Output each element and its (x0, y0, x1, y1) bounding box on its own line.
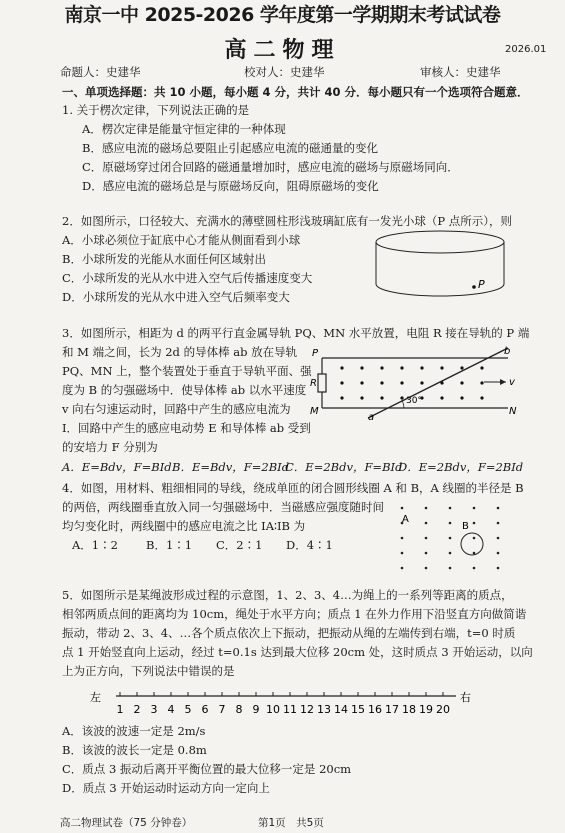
q5-stem-line-2: 相邻两质点间的距离均为 10cm，绳处于水平方向；质点 1 在外力作用下沿竖直方向做简谐 (62, 607, 527, 621)
rope-point-label: 18 (402, 703, 416, 716)
q3-stem-line-6: I．回路中产生的感应电动势 E 和导体棒 ab 受到 (62, 421, 311, 435)
point-p-label: P (478, 278, 485, 291)
rope-point-label: 14 (334, 703, 348, 716)
reviewer-label: 审核人：史建华 (420, 65, 501, 79)
rope-point-label: 4 (167, 703, 175, 716)
field-dot (420, 381, 423, 384)
field-dot (380, 396, 383, 399)
q4-option-d: D．4∶1 (286, 538, 333, 552)
field-dot (449, 507, 452, 510)
q1-option-b: B．感应电流的磁场总要阻止引起感应电流的磁通量的变化 (82, 141, 378, 155)
q2-option-d: D．小球所发的光从水中进入空气后频率变大 (62, 290, 290, 304)
author-label: 命题人：史建华 (60, 65, 141, 79)
field-dot (360, 366, 363, 369)
field-dot (449, 567, 452, 570)
field-dot (473, 552, 476, 555)
rope-point-label: 2 (133, 703, 141, 716)
q3-option-d: D．E=2Bdv，F=2BId (398, 460, 524, 474)
field-dot (497, 507, 500, 510)
rope-point-label: 12 (300, 703, 314, 716)
q1-stem: 1. 关于楞次定律，下列说法正确的是 (62, 103, 250, 117)
q4-stem-line-1: 4．如图，用材料、粗细相同的导线，绕成单匝的闭合圆形线圈 A 和 B，A 线圈的半径是 B (62, 481, 524, 495)
q3-stem-line-3: PQ、MN 上，整个装置处于垂直于导轨平面、强 (62, 364, 312, 378)
field-dot (340, 366, 343, 369)
q5-stem-line-4: 点 1 开始竖直向上运动，经过 t=0.1s 达到最大位移 20cm 处，这时质点 3 开始运动，以向 (62, 645, 533, 659)
field-dot (340, 396, 343, 399)
q4-option-a: A．1∶2 (72, 538, 118, 552)
field-dot (449, 537, 452, 540)
label-left: 左 (90, 691, 101, 704)
field-dot (497, 567, 500, 570)
rope-point-label: 7 (218, 703, 226, 716)
label-angle: 30° (406, 396, 422, 406)
q4-stem-line-3: 均匀变化时，两线圈中的感应电流之比 IA∶IB 为 (62, 519, 306, 533)
field-dot (401, 552, 404, 555)
field-dot (473, 537, 476, 540)
q1-option-a: A．楞次定律是能量守恒定律的一种体现 (82, 122, 286, 136)
label-coil-a: A (402, 514, 409, 525)
field-dot (440, 381, 443, 384)
field-dot (473, 522, 476, 525)
rope-point-label: 9 (252, 703, 260, 716)
field-dot (480, 381, 483, 384)
field-dot (497, 552, 500, 555)
rope-point-label: 15 (351, 703, 365, 716)
coil-b (461, 533, 483, 555)
exam-date: 2026.01 (505, 44, 547, 55)
rope-point-label: 13 (317, 703, 331, 716)
rope-point-label: 5 (184, 703, 192, 716)
q2-option-c: C．小球所发的光从水中进入空气后传播速度变大 (62, 271, 313, 285)
field-dot (425, 522, 428, 525)
rail-circuit-figure (308, 344, 518, 422)
field-dot (460, 366, 463, 369)
rope-point-label: 20 (436, 703, 450, 716)
field-dot (340, 381, 343, 384)
section-heading: 一、单项选择题：共 10 小题，每小题 4 分，共计 40 分．每小题只有一个选项符合题意． (62, 85, 529, 99)
label-b: b (504, 346, 511, 357)
field-dot (380, 381, 383, 384)
q3-stem-line-4: 度为 B 的匀强磁场中．使导体棒 ab 以水平速度 (62, 383, 307, 397)
field-dot (480, 366, 483, 369)
rope-point-label: 1 (116, 703, 124, 716)
field-dot (360, 381, 363, 384)
field-dot (449, 522, 452, 525)
field-dot (460, 396, 463, 399)
field-dot (497, 537, 500, 540)
rope-point-label: 10 (266, 703, 280, 716)
field-dot (401, 567, 404, 570)
coil-field-dots (401, 507, 500, 570)
q2-option-b: B．小球所发的光能从水面任何区域射出 (62, 252, 266, 266)
q5-stem-line-3: 振动，带动 2、3、4、…各个质点依次上下振动，把振动从绳的左端传到右端，t=0 时质 (62, 626, 516, 640)
q1-option-d: D．感应电流的磁场总是与原磁场反向，阻碍原磁场的变化 (82, 179, 379, 193)
q5-stem-line-1: 5．如图所示是某绳波形成过程的示意图，1、2、3、4…为绳上的一系列等距离的质点， (62, 588, 513, 602)
q5-option-d: D．质点 3 开始运动时运动方向一定向上 (62, 781, 270, 795)
rope-point-label: 17 (385, 703, 399, 716)
footer-page: 第1页 共5页 (258, 817, 324, 829)
q3-option-c: C．E=2Bdv，F=BId (285, 460, 403, 474)
rope-point-label: 3 (150, 703, 158, 716)
label-r: R (310, 378, 317, 389)
field-dot (401, 537, 404, 540)
exam-subtitle: 高二物理 (224, 38, 341, 63)
field-dot (460, 381, 463, 384)
q3-stem-line-1: 3．如图所示，相距为 d 的两平行直金属导轨 PQ、MN 水平放置，电阻 R 接在导轨的 P 端 (62, 326, 530, 340)
rope-point-label: 8 (235, 703, 243, 716)
field-dot (440, 366, 443, 369)
field-dot (425, 567, 428, 570)
q2-stem: 2．如图所示，口径较大、充满水的薄壁圆柱形浅玻璃缸底有一发光小球（P 点所示），则 (62, 214, 512, 228)
rope-point-label: 6 (201, 703, 209, 716)
field-dot (400, 366, 403, 369)
field-dot (497, 522, 500, 525)
field-dot (400, 396, 403, 399)
q3-option-b: B．E=Bdv，F=2BId (172, 460, 290, 474)
glass-tank-figure (370, 228, 510, 304)
field-dot (473, 507, 476, 510)
field-dot (425, 537, 428, 540)
field-dot (440, 396, 443, 399)
rope-point-label: 19 (419, 703, 433, 716)
q5-stem-line-5: 上为正方向，下列说法中错误的是 (62, 664, 235, 678)
label-m: M (310, 406, 319, 417)
q3-stem-line-5: v 向右匀速运动时，回路中产生的感应电流为 (62, 402, 291, 416)
field-dot (425, 507, 428, 510)
label-v: v (509, 377, 515, 388)
exam-title: 南京一中 2025-2026 学年度第一学期期末考试试卷 (64, 4, 501, 26)
field-dot (401, 507, 404, 510)
field-dot (480, 396, 483, 399)
q4-stem-line-2: 的两倍，两线圈垂直放入同一匀强磁场中．当磁感应强度随时间 (62, 500, 384, 514)
field-dot (380, 366, 383, 369)
field-dot (473, 567, 476, 570)
resistor (318, 374, 326, 392)
footer-left: 高二物理试卷（75 分钟卷） (60, 817, 193, 829)
q3-stem-line-7: 的安培力 F 分别为 (62, 440, 158, 454)
proofreader-label: 校对人：史建华 (244, 65, 325, 79)
label-p: P (312, 348, 319, 359)
rope-point-label: 11 (283, 703, 297, 716)
q5-option-a: A．该波的波速一定是 2m/s (62, 724, 206, 738)
coils-figure (390, 502, 510, 578)
label-n: N (509, 406, 517, 417)
field-dot (400, 381, 403, 384)
label-coil-b: B (462, 521, 469, 532)
q5-option-c: C．质点 3 振动后离开平衡位置的最大位移一定是 20cm (62, 762, 352, 776)
q4-option-b: B．1∶1 (146, 538, 193, 552)
field-dot (420, 366, 423, 369)
q4-option-c: C．2∶1 (216, 538, 263, 552)
field-dot (360, 396, 363, 399)
q3-stem-line-2: 和 M 端之间，长为 2d 的导体棒 ab 放在导轨 (62, 345, 298, 359)
rope-figure (88, 684, 478, 720)
field-dot (425, 552, 428, 555)
label-right: 右 (460, 691, 471, 704)
q3-option-a: A．E=Bdv，F=BId (62, 460, 172, 474)
label-a: a (368, 412, 375, 422)
rope-point-label: 16 (368, 703, 382, 716)
q2-option-a: A．小球必须位于缸底中心才能从侧面看到小球 (62, 233, 301, 247)
q5-option-b: B．该波的波长一定是 0.8m (62, 743, 207, 757)
field-dot (449, 552, 452, 555)
light-source-point (472, 285, 476, 289)
q1-option-c: C．原磁场穿过闭合回路的磁通量增加时，感应电流的磁场与原磁场同向． (82, 160, 459, 174)
